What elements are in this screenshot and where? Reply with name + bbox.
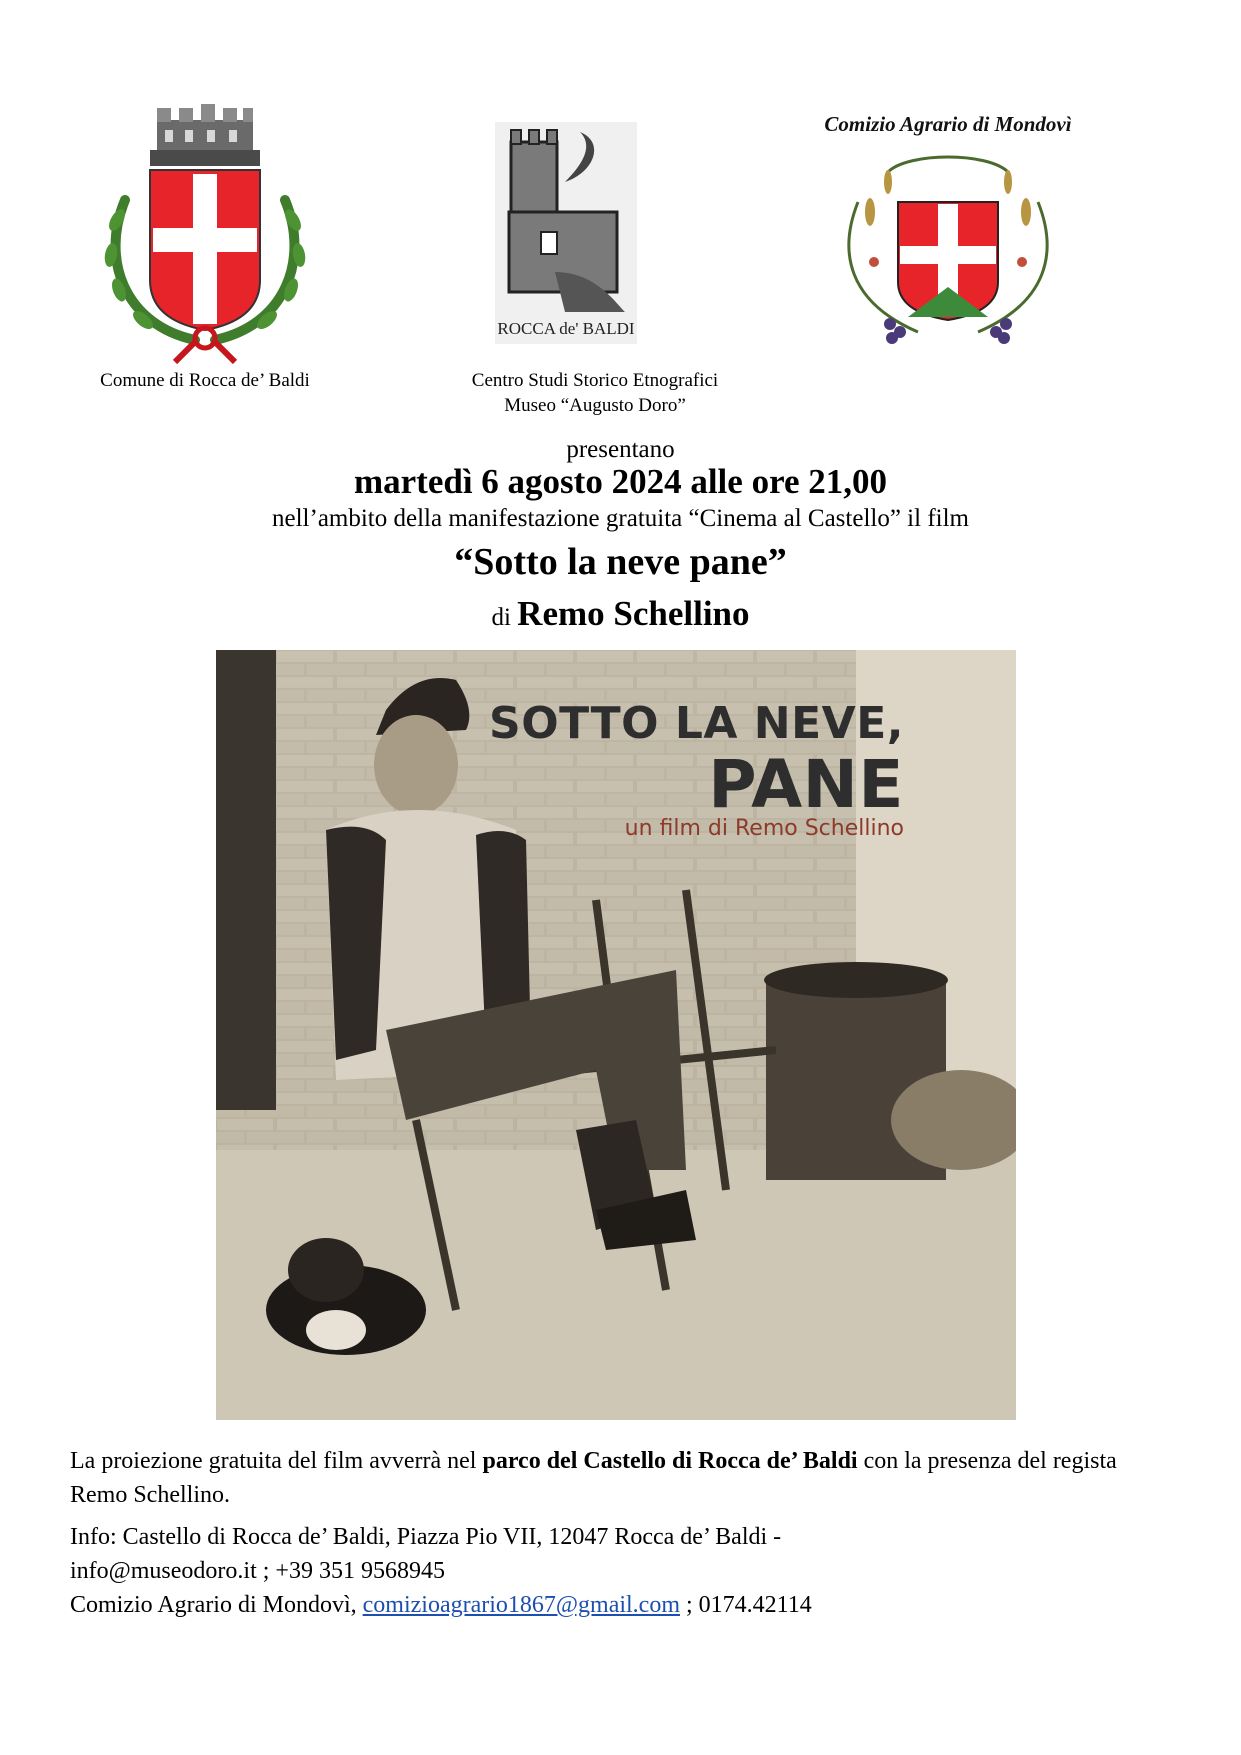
agricultural-crest-icon <box>818 142 1078 362</box>
event-date: martedì 6 agosto 2024 alle ore 21,00 <box>353 462 887 501</box>
info-line3-suffix: ; 0174.42114 <box>680 1592 812 1618</box>
comune-coat-of-arms <box>95 90 315 365</box>
info-block <box>70 1520 1180 1622</box>
intro-text: presentano <box>566 436 675 463</box>
info-line3-prefix: Comizio Agrario di Mondovì, <box>70 1592 363 1618</box>
centro-studi-caption-line1: Centro Studi Storico Etnografici <box>471 370 719 391</box>
info-line2: info@museodoro.it ; +39 351 9568945 <box>70 1558 445 1584</box>
centro-studi-logo <box>495 122 637 344</box>
screening-text-before: La proiezione gratuita del film avverrà nel <box>70 1448 483 1474</box>
film-poster <box>216 650 1016 1420</box>
centro-studi-caption <box>425 368 765 418</box>
coat-of-arms-icon <box>95 90 315 365</box>
event-context: nell’ambito della manifestazione gratuita “Cinema al Castello” il film <box>272 505 969 532</box>
poster-subtitle: un film di Remo Schellino <box>624 816 904 841</box>
poster-title-line1: SOTTO LA NEVE, <box>489 698 904 749</box>
byline-director: Remo Schellino <box>517 594 750 633</box>
poster-title-line2: PANE <box>708 746 904 823</box>
byline-prefix: di <box>491 604 511 631</box>
comizio-logo-text: Comizio Agrario di Mondovì <box>824 112 1072 136</box>
screening-paragraph <box>70 1444 1180 1512</box>
tower-icon <box>495 122 637 344</box>
comizio-agrario-logo <box>818 112 1078 362</box>
film-byline <box>0 594 1241 634</box>
info-line3 <box>70 1588 1180 1622</box>
screening-venue: parco del Castello di Rocca de’ Baldi <box>482 1448 858 1474</box>
film-title: “Sotto la neve pane” <box>454 541 787 583</box>
comune-caption: Comune di Rocca de’ Baldi <box>100 370 310 391</box>
comizio-email-link[interactable]: comizioagrario1867@gmail.com <box>362 1592 680 1618</box>
screening-text-after: con la presenza del regista Remo Schellino. <box>70 1448 1117 1508</box>
centro-studi-caption-line2: Museo “Augusto Doro” <box>504 395 686 416</box>
centro-studi-logo-text: ROCCA de' BALDI <box>497 319 635 338</box>
info-line1: Info: Castello di Rocca de’ Baldi, Piazza Pio VII, 12047 Rocca de’ Baldi - <box>70 1524 782 1550</box>
